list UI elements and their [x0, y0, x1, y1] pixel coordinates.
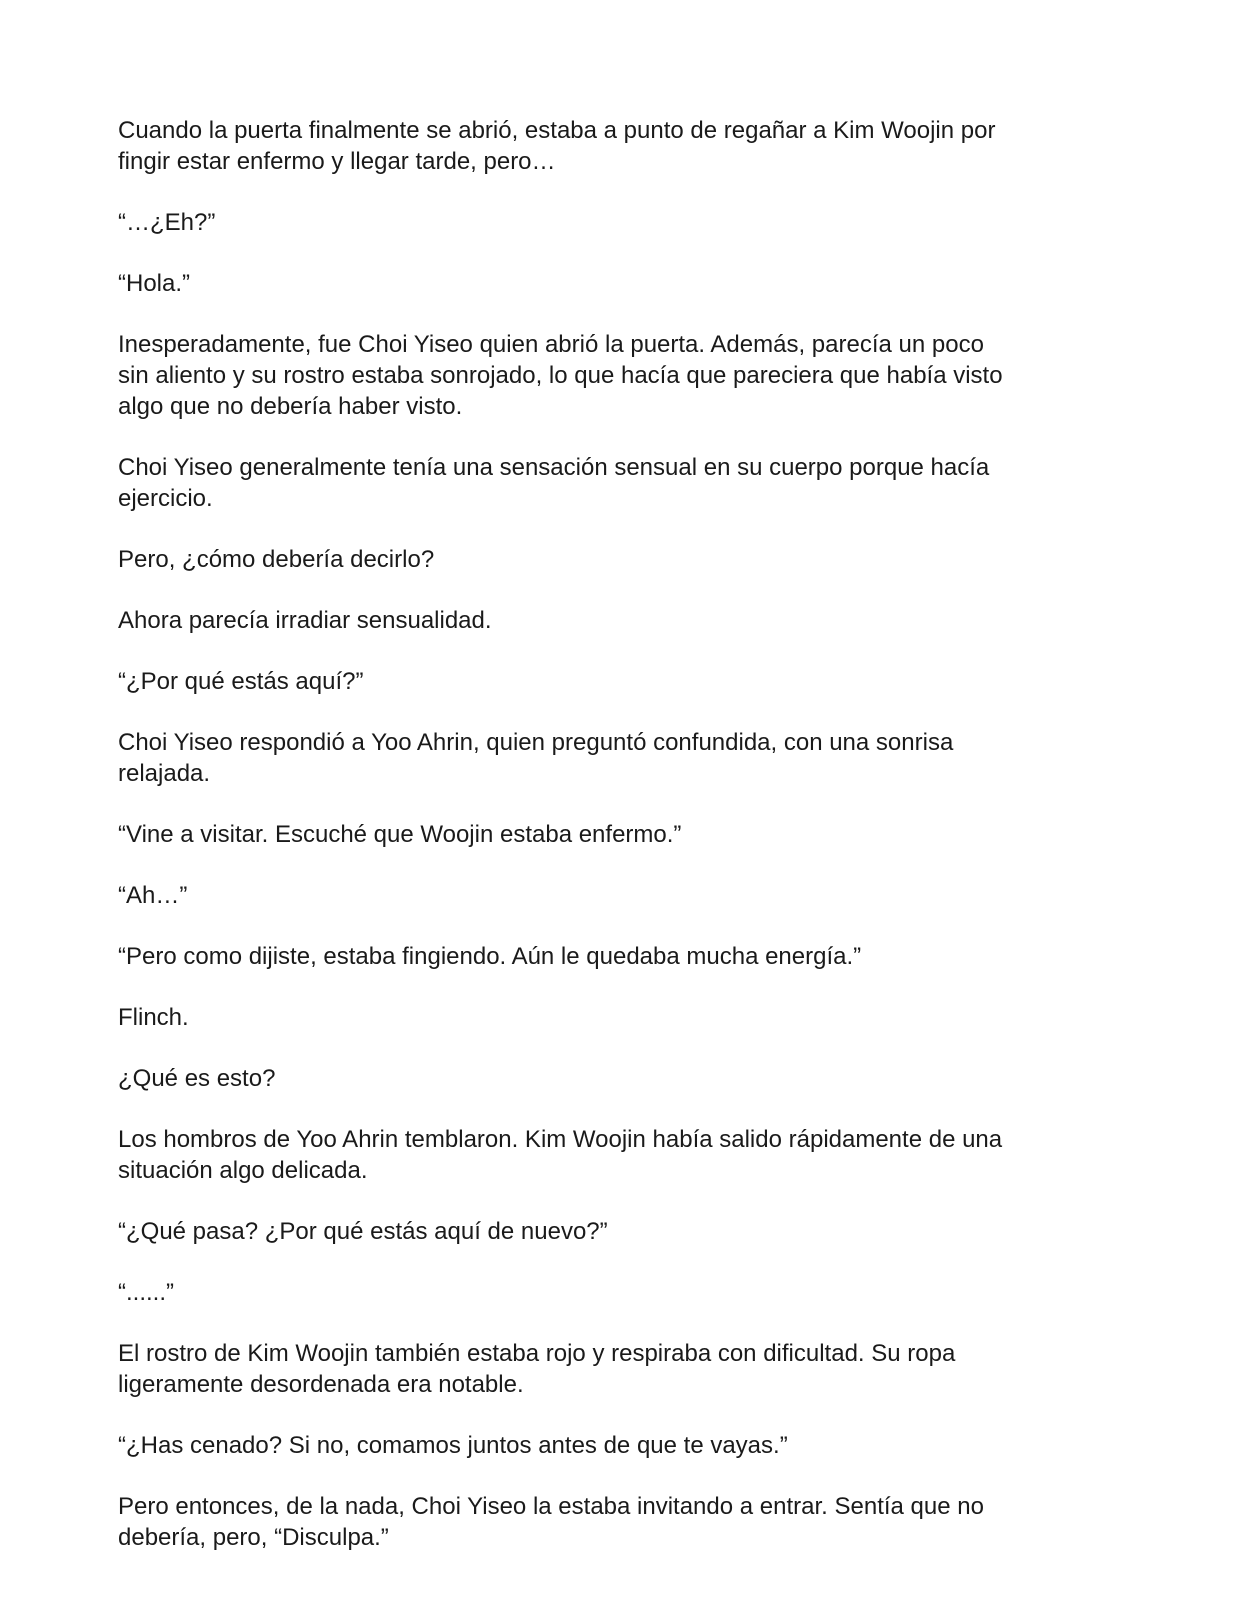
paragraph-6: Pero, ¿cómo debería decirlo? [118, 546, 435, 573]
paragraph-2: “…¿Eh?” [118, 209, 216, 236]
paragraph-14: ¿Qué es esto? [118, 1065, 276, 1092]
paragraph-5: Choi Yiseo generalmente tenía una sensación sensual en su cuerpo porque hacía ejercicio. [118, 454, 990, 512]
paragraph-12: “Pero como dijiste, estaba fingiendo. Aún le quedaba mucha energía.” [118, 943, 862, 970]
paragraph-3: “Hola.” [118, 270, 191, 297]
paragraph-10: “Vine a visitar. Escuché que Woojin estaba enfermo.” [118, 821, 682, 848]
paragraph-15: Los hombros de Yoo Ahrin temblaron. Kim Woojin había salido rápidamente de una situación algo delicada. [118, 1126, 1003, 1184]
paragraph-1: Cuando la puerta finalmente se abrió, estaba a punto de regañar a Kim Woojin por fingir estar enfermo y llegar tarde, pero… [118, 117, 996, 175]
paragraph-9: Choi Yiseo respondió a Yoo Ahrin, quien preguntó confundida, con una sonrisa relajada. [118, 729, 954, 787]
paragraph-11: “Ah…” [118, 882, 188, 909]
paragraph-18: El rostro de Kim Woojin también estaba rojo y respiraba con dificultad. Su ropa ligeramente desordenada era notable. [118, 1340, 956, 1398]
paragraph-19: “¿Has cenado? Si no, comamos juntos antes de que te vayas.” [118, 1432, 788, 1459]
paragraph-8: “¿Por qué estás aquí?” [118, 668, 364, 695]
paragraph-20: Pero entonces, de la nada, Choi Yiseo la estaba invitando a entrar. Sentía que no debería, pero, “Disculpa.” [118, 1493, 984, 1551]
paragraph-7: Ahora parecía irradiar sensualidad. [118, 607, 492, 634]
paragraph-4: Inesperadamente, fue Choi Yiseo quien abrió la puerta. Además, parecía un poco sin aliento y su rostro estaba sonrojado, lo que hacía que pareciera que había visto algo que no debería haber visto. [118, 331, 1003, 420]
paragraph-17: “......” [118, 1279, 174, 1306]
paragraph-16: “¿Qué pasa? ¿Por qué estás aquí de nuevo?” [118, 1218, 608, 1245]
paragraph-13: Flinch. [118, 1004, 189, 1031]
